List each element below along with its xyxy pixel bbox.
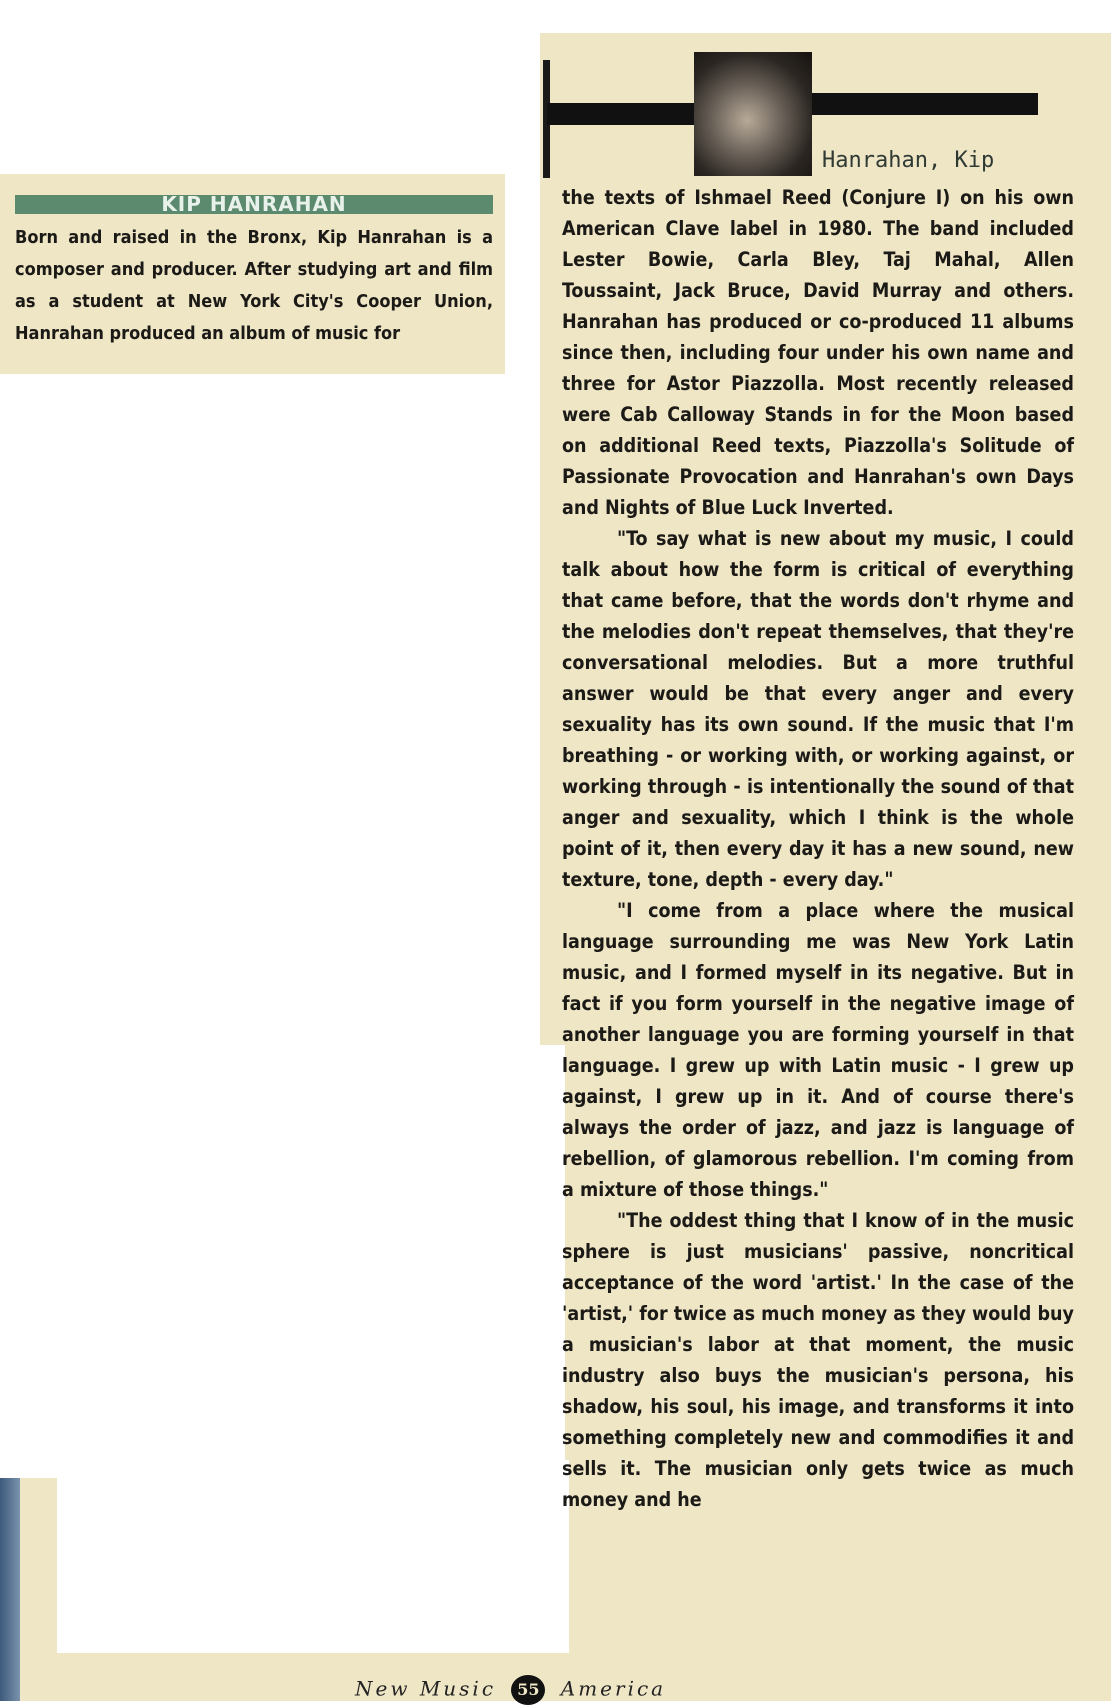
- scan-edge: [0, 1478, 20, 1701]
- article-paragraph: "I come from a place where the musical language surrounding me was New York Latin music, and I formed myself in its negative. But in fact if you form yourself in the negative image of another language you are forming yourself in that language. I grew up with Latin music - I grew up against, I grew up in it. And of course there's always the order of jazz, and jazz is language of rebellion, of glamorous rebellion. I'm coming from a mixture of those things.": [562, 899, 1074, 1201]
- article-paragraph: "To say what is new about my music, I could talk about how the form is critical of everything that came before, that the words don't rhyme and the melodies don't repeat themselves, that they're conversational melodies. But a more truthful answer would be that every anger and every sexuality has its own sound. If the music that I'm breathing - or working with, or working against, or working through - is intentionally the sound of that anger and sexuality, which I think is the whole point of it, then every day it has a new sound, new texture, tone, depth - every day.": [562, 527, 1074, 891]
- portrait-photo: [694, 52, 812, 176]
- clip-text: Born and raised in the Bronx, Kip Hanrahan is a composer and producer. After studying art and film as a student at New York City's Cooper Union, Hanrahan produced an album of music for: [15, 227, 493, 344]
- footer-right: America: [560, 1676, 667, 1701]
- article-byline: Hanrahan, Kip: [822, 148, 995, 173]
- article-paragraph: "The oddest thing that I know of in the music sphere is just musicians' passive, noncritical acceptance of the word 'artist.' In the case of the 'artist,' for twice as much money as they would buy a musician's labor at that moment, the music industry also buys the musician's persona, his shadow, his soul, his image, and transforms it into something completely new and commodifies it and sells it. The musician only gets twice as much money and he: [562, 1209, 1074, 1511]
- article-paragraph: the texts of Ishmael Reed (Conjure I) on his own American Clave label in 1980. The band included Lester Bowie, Carla Bley, Taj Mahal, Allen Toussaint, Jack Bruce, David Murray and others. Hanrahan has produced or co-produced 11 albums since then, including four under his own name and three for Astor Piazzolla. Most recently released were Cab Calloway Stands in for the Moon based on additional Reed texts, Piazzolla's Solitude of Passionate Provocation and Hanrahan's own Days and Nights of Blue Luck Inverted.: [562, 186, 1074, 519]
- blank-gap: [505, 1045, 565, 1465]
- clip-header: KIP HANRAHAN: [15, 195, 493, 214]
- header-rule-right: [811, 93, 1038, 115]
- footer-left: New Music: [355, 1676, 497, 1701]
- article-body: [562, 182, 1074, 1515]
- page-number: 55: [511, 1675, 545, 1705]
- blank-region: [57, 1460, 569, 1653]
- header-rule-left: [547, 103, 697, 125]
